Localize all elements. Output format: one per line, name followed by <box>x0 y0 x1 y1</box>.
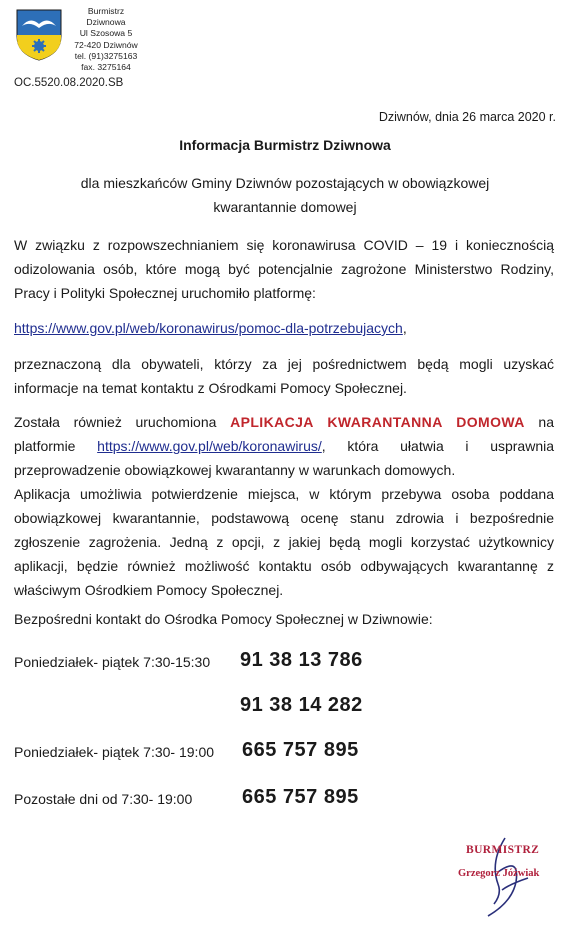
coat-of-arms-logo <box>14 8 64 62</box>
paragraph-app <box>14 410 554 482</box>
koronawirus-link[interactable]: https://www.gov.pl/web/koronawirus/ <box>97 438 322 454</box>
address-line: tel. (91)3275163 <box>74 50 138 61</box>
signature-title: BURMISTRZ <box>466 844 540 856</box>
app-text-prefix: Została również uruchomiona <box>14 414 231 430</box>
document-subtitle <box>0 171 570 219</box>
contact-hours-weekday: Poniedziałek- piątek 7:30-15:30 <box>14 654 211 670</box>
paragraph-app-description: Aplikacja umożliwia potwierdzenie miejsca, w którym przebywa osoba poddana obowiązkowej kwarantannie, podstawową ocenę stanu zdrowia i bezpośrednie zgłoszenie zagrożenia. Jedną z opcji, z jakiej będą mogli korzystać użytkownicy aplikacji, będzie również możliwość kontaktu osób odbywających kwarantannę z właściwym Ośrodkiem Pomocy Społecznej. <box>14 486 554 598</box>
reference-number: OC.5520.08.2020.SB <box>14 77 124 89</box>
address-line: fax. 3275164 <box>81 62 131 73</box>
paragraph-link <box>14 316 554 340</box>
subtitle-line: kwarantannie domowej <box>213 199 357 215</box>
paragraph-intro: W związku z rozpowszechnianiem się koronawirusa COVID – 19 i koniecznością odizolowania osób, które mogą być potencjalnie zagrożone Ministerstwo Rodziny, Pracy i Polityki Społecznej uruchomiło platformę: <box>14 237 554 301</box>
document-title: Informacja Burmistrz Dziwnowa <box>179 137 391 153</box>
phone-number: 665 757 895 <box>242 786 359 808</box>
office-address <box>68 6 144 73</box>
phone-number: 91 38 13 786 <box>240 649 363 671</box>
address-line: Ul Szosowa 5 <box>79 28 133 39</box>
signature-name: Grzegorz Jóźwiak <box>458 868 540 879</box>
app-text-suffix: , która ułatwia i usprawnia przeprowadzenie obowiązkowej kwarantanny w warunkach domowych. <box>14 438 555 478</box>
subtitle-line: dla mieszkańców Gminy Dziwnów pozostających w obowiązkowej <box>80 175 490 191</box>
contact-hours-weekday-extended: Poniedziałek- piątek 7:30- 19:00 <box>14 744 215 760</box>
contact-heading: Bezpośredni kontakt do Ośrodka Pomocy Społecznej w Dziwnowie: <box>14 611 433 627</box>
address-line: 72-420 Dziwnów <box>74 39 138 50</box>
link-suffix: , <box>402 320 407 336</box>
app-text-mid: na platformie <box>14 414 555 454</box>
phone-number: 91 38 14 282 <box>240 694 363 716</box>
help-platform-link[interactable]: https://www.gov.pl/web/koronawirus/pomoc-dla-potrzebujacych <box>14 320 403 336</box>
phone-number: 665 757 895 <box>242 739 359 761</box>
date-line: Dziwnów, dnia 26 marca 2020 r. <box>378 110 556 124</box>
contact-hours-other-days: Pozostałe dni od 7:30- 19:00 <box>14 791 193 807</box>
paragraph-purpose: przeznaczoną dla obywateli, którzy za jej pośrednictwem będą mogli uzyskać informacje na temat kontaktu z Ośrodkami Pomocy Społecznej. <box>14 356 554 396</box>
app-name-highlight: APLIKACJA KWARANTANNA DOMOWA <box>230 414 525 430</box>
address-line: Burmistrz Dziwnowa <box>86 6 126 28</box>
